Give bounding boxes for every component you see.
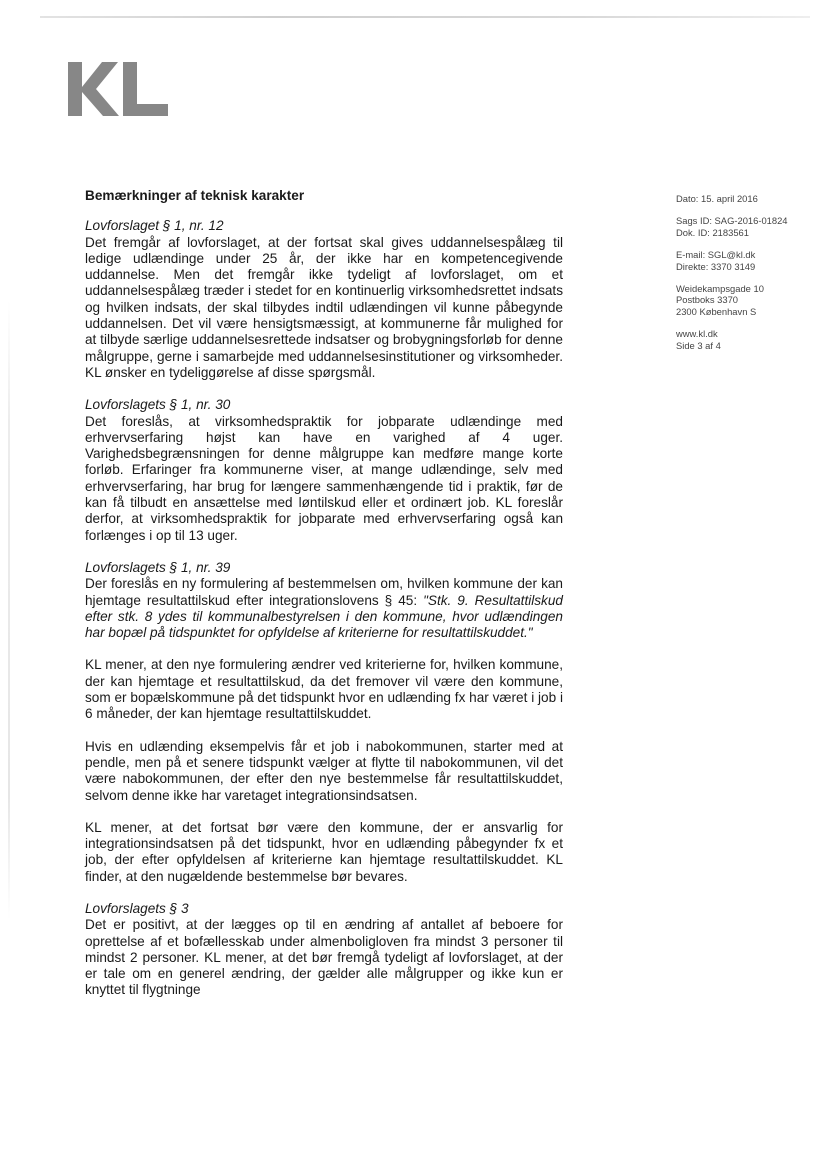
date-block bbox=[676, 193, 816, 204]
section-1 bbox=[85, 218, 563, 381]
address-po-box: Postboks 3370 bbox=[676, 294, 739, 306]
ids-block bbox=[676, 215, 816, 238]
section-paragraph: Hvis en udlænding eksempelvis får et job i nabokommunen, starter med at pendle, men på et senere tidspunkt vælger at flytte til nabokommunen, vil det være nabokommunen, der efter den nye bestemmelse får resultattilskuddet, selvom denne ikke har varetaget integrationsindsatsen. bbox=[85, 738, 563, 803]
address-street: Weidekampsgade 10 bbox=[676, 283, 764, 295]
document-title: Bemærkninger af teknisk karakter bbox=[85, 188, 305, 203]
section-2 bbox=[85, 397, 563, 544]
contact-block bbox=[676, 249, 816, 272]
direct-phone: Direkte: 3370 3149 bbox=[676, 260, 756, 272]
address-city: 2300 København S bbox=[676, 305, 757, 317]
section-paragraph: Det er positivt, at der lægges op til en ændring af antallet af beboere for oprettelse af et bofællesskab under almenboligloven fra mindst 3 personer til mindst 2 personer. KL mener, at det bør fremgå tydeligt af lovforslaget, at der er tale om en generel ændring, der gælder alle målgrupper og ikke kun er knyttet til flygtninge bbox=[85, 917, 563, 998]
section-heading: Lovforslagets § 1, nr. 30 bbox=[85, 397, 231, 413]
web-block bbox=[676, 328, 816, 351]
case-id: Sags ID: SAG-2016-01824 bbox=[676, 215, 788, 227]
section-4 bbox=[85, 901, 563, 999]
page-number: Side 3 af 4 bbox=[676, 339, 721, 351]
section-heading: Lovforslagets § 1, nr. 39 bbox=[85, 559, 231, 575]
section-paragraph: Det foreslås, at virksomhedspraktik for jobparate udlændinge med erhvervserfaring højst kan have en varighed af 4 uger. Varighedsbegrænsningen for denne målgruppe kan medføre mange korte forløb. Erfaringer fra kommunerne viser, at mange udlændinge, selv med erhvervserfaring, har brug for længere sammenhængende tid i praktik, før de kan få tilbudt en ansættelse med løntilskud eller et ordinært job. KL foreslår derfor, at virksomhedspraktik for jobparate med erhvervserfaring også kan forlænges i op til 13 uger. bbox=[85, 413, 563, 543]
left-scan-edge bbox=[8, 300, 10, 920]
section-paragraph: KL mener, at det fortsat bør være den kommune, der er ansvarlig for integrationsindsatsen på det tidspunkt, hvor en udlænding påbegynder fx et job, der efter opfyldelsen af kriterierne kan hjemtage resultattilskuddet. KL finder, at den nugældende bestemmelse bør bevares. bbox=[85, 819, 563, 884]
date: Dato: 15. april 2016 bbox=[676, 193, 758, 204]
section-paragraph: Det fremgår af lovforslaget, at der fortsat skal gives uddannelsespålæg til ledige udlændinge under 25 år, der ikke har en kompetencegivende uddannelse. Men det fremgår ikke tydeligt af lovforslaget, om et uddannelsespålæg træder i stedet for en kontinuerlig virksomhedsrettet indsats og hvilken indsats, der skal tilbydes indtil udlændingen vil kunne påbegynde uddannelsen. Det vil være hensigtsmæssigt, at kommunerne får mulighed for at tilbyde særlige uddannelsesrettede indsatser og brobygningsforløb for denne målgruppe, gerne i samarbejde med uddannelsesinstitutioner og virksomheder. KL ønsker en tydeliggørelse af disse spørgsmål. bbox=[85, 234, 563, 380]
section-intro-paragraph bbox=[85, 576, 563, 641]
doc-id: Dok. ID: 2183561 bbox=[676, 226, 749, 238]
letter-metadata bbox=[676, 193, 816, 362]
section-heading: Lovforslaget § 1, nr. 12 bbox=[85, 218, 224, 234]
top-scan-rule bbox=[40, 16, 810, 18]
letter-body bbox=[85, 188, 563, 999]
website: www.kl.dk bbox=[676, 328, 718, 340]
kl-logo bbox=[68, 62, 168, 116]
law-quote: "Stk. 9. Resultattilskud efter stk. 8 ydes til kommunalbestyrelsen i den kommune, hvor udlændingen har bopæl på tidspunktet for opfyldelse af kriterierne for resultattilskuddet." bbox=[85, 592, 563, 641]
section-3 bbox=[85, 560, 563, 885]
section-heading: Lovforslagets § 3 bbox=[85, 900, 189, 916]
email: E-mail: SGL@kl.dk bbox=[676, 249, 756, 261]
address-block bbox=[676, 283, 816, 317]
section-paragraph: KL mener, at den nye formulering ændrer ved kriterierne for, hvilken kommune, der kan hjemtage et resultattilskud, da det fremover vil være den kommune, som er bopælskommune på det tidspunkt hvor en udlænding fx har været i job i 6 måneder, der kan hjemtage resultattilskuddet. bbox=[85, 657, 563, 722]
intro-text: Der foreslås en ny formulering af bestemmelsen om, hvilken kommune der kan hjemtage resultattilskud efter integrationslovens § 45: bbox=[85, 576, 563, 608]
